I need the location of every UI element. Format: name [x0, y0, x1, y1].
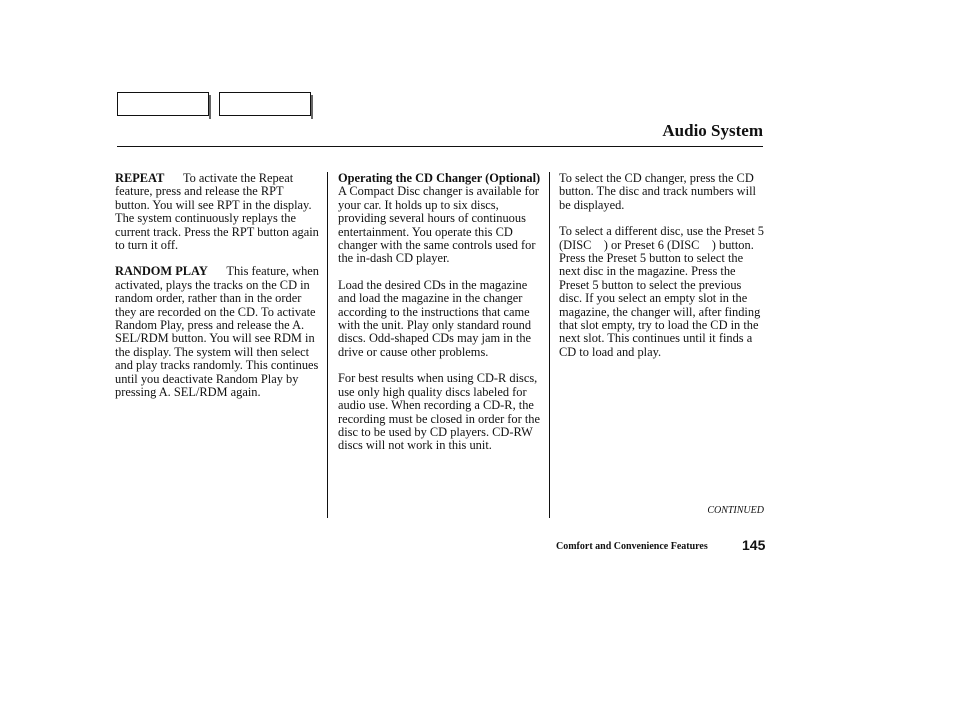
column-right — [559, 172, 764, 372]
random-play-paragraph — [115, 265, 320, 399]
section-title: Audio System — [662, 121, 763, 140]
cd-changer-paragraph-1: A Compact Disc changer is available for your car. It holds up to six discs, providing several hours of continuous entertainment. You operate this CD changer with the same controls used for the in-dash CD player. — [338, 184, 539, 266]
cd-changer-heading: Operating the CD Changer (Optional) — [338, 171, 541, 185]
footer-section-name: Comfort and Convenience Features — [556, 541, 708, 552]
column-middle — [338, 172, 544, 466]
random-play-body: This feature, when activated, plays the tracks on the CD in random order, rather than in the order they are recorded on the CD. To activate Random Play, press and release the A. SEL/RDM button. You will see RDM in the display. The system will then select and play tracks randomly. This continues until you deactivate Random Play by pressing A. SEL/RDM again. — [115, 264, 319, 400]
column-divider-2 — [549, 172, 550, 518]
column-divider-1 — [327, 172, 328, 518]
column-left — [115, 172, 320, 413]
repeat-body: To activate the Repeat feature, press and release the RPT button. You will see RPT in the display. The system continuously replays the current track. Press the RPT button again to turn it off. — [115, 171, 319, 253]
random-play-heading: RANDOM PLAY — [115, 264, 208, 279]
select-disc-paragraph: To select a different disc, use the Preset 5 (DISC ) or Preset 6 (DISC ) button. Press the Preset 5 button to select the next disc in the magazine. Press the Preset 5 button to select the previous disc. If you select an empty slot in the magazine, the changer will, after finding that slot empty, try to load the CD in the next slot. This continues until it finds a CD to load and play. — [559, 224, 765, 359]
header-divider — [117, 146, 763, 147]
repeat-paragraph — [115, 172, 320, 252]
continued-label: CONTINUED — [707, 505, 764, 516]
cd-changer-paragraph-2: Load the desired CDs in the magazine and load the magazine in the changer according to the instructions that came with the unit. Play only standard round discs. Odd-shaped CDs may jam in the drive or cause other problems. — [338, 277, 532, 359]
nav-tab-blank-1[interactable] — [117, 92, 209, 116]
cd-changer-paragraph-3: For best results when using CD-R discs, use only high quality discs labeled for audio use. When recording a CD-R, the recording must be closed in order for the disc to be used by CD players. CD-RW discs will not work in this unit. — [338, 371, 540, 453]
repeat-heading: REPEAT — [115, 171, 165, 185]
select-changer-paragraph: To select the CD changer, press the CD button. The disc and track numbers will be displayed. — [559, 171, 756, 212]
nav-tab-blank-2[interactable] — [219, 92, 311, 116]
page-number: 145 — [742, 537, 766, 553]
